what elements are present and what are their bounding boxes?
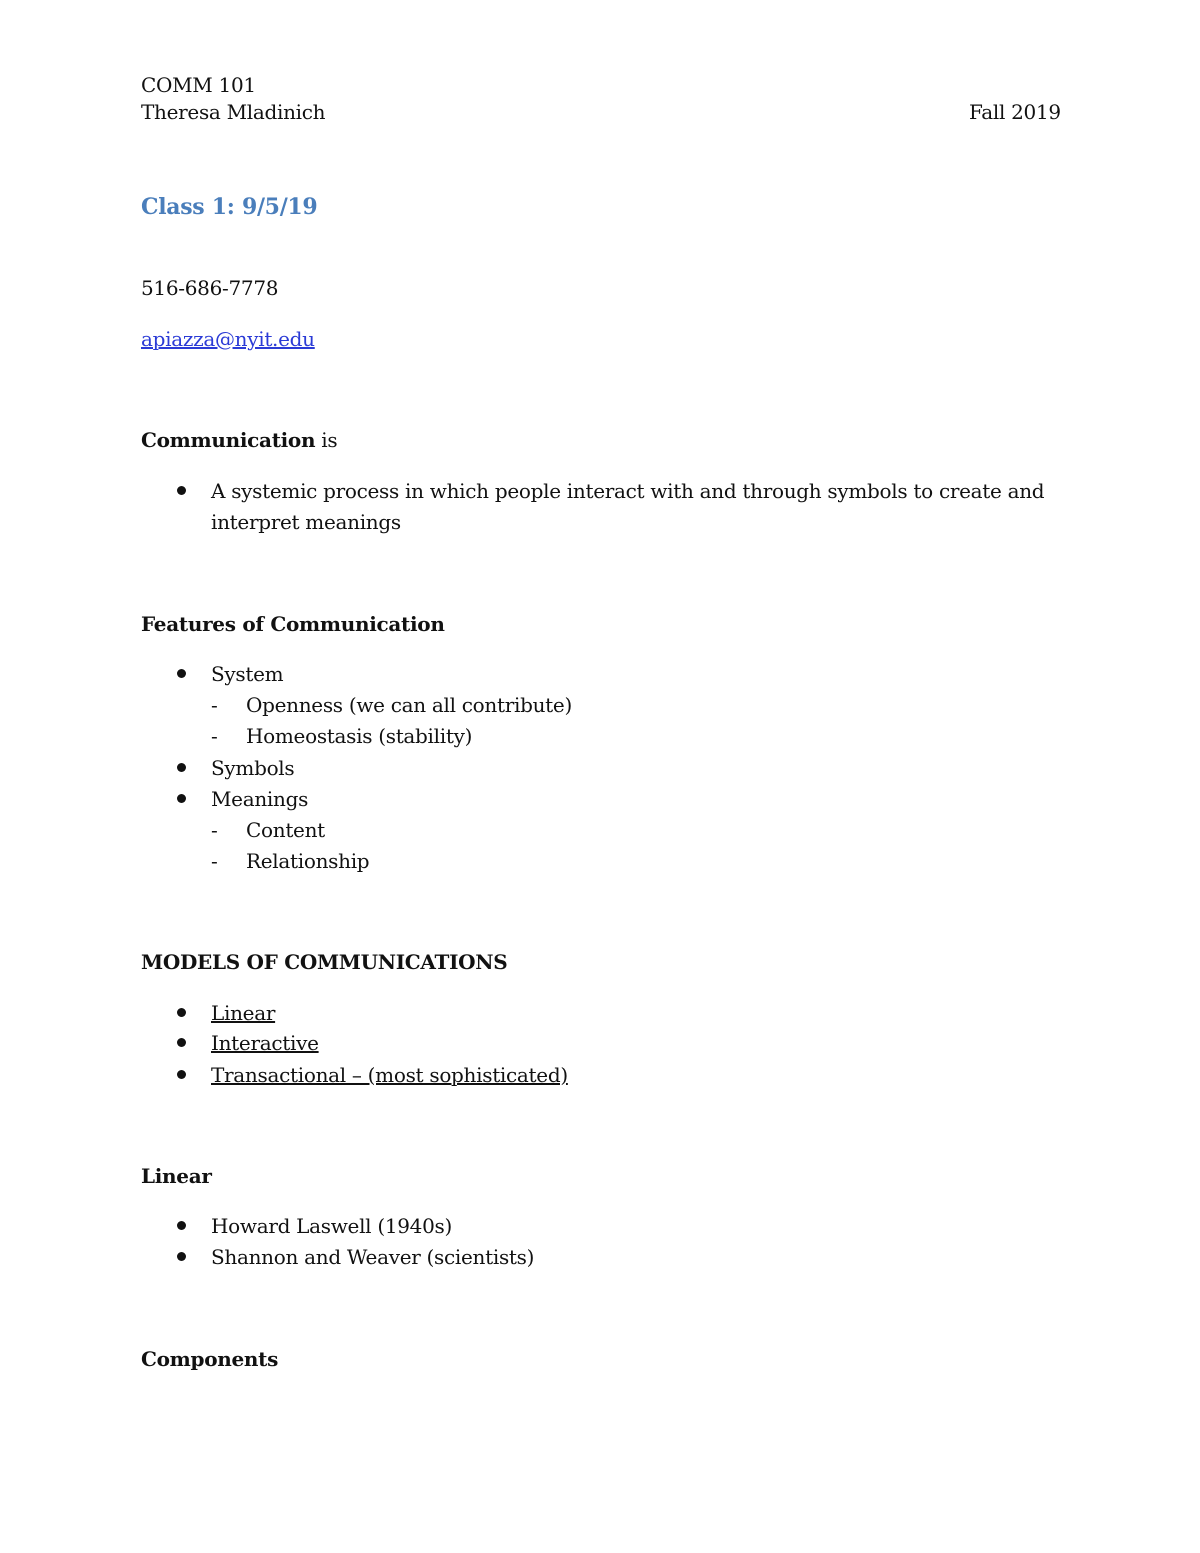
bullet-icon xyxy=(177,1008,186,1017)
dash-marker: - xyxy=(211,693,218,717)
linear-item-laswell: Howard Laswell (1940s) xyxy=(211,1214,452,1238)
model-linear: Linear xyxy=(211,1001,276,1025)
bullet-icon xyxy=(177,1070,186,1079)
dash-marker: - xyxy=(211,849,218,873)
definition-line-2: interpret meanings xyxy=(211,510,401,534)
dash-marker: - xyxy=(211,724,218,748)
components-heading: Components xyxy=(141,1347,279,1371)
bullet-icon xyxy=(177,794,186,803)
linear-item-shannon: Shannon and Weaver (scientists) xyxy=(211,1245,535,1269)
instructor-name: Theresa Mladinich xyxy=(141,100,326,124)
communication-heading xyxy=(141,428,337,452)
phone-number: 516-686-7778 xyxy=(141,276,279,300)
feature-openness: Openness (we can all contribute) xyxy=(246,693,572,717)
bullet-icon xyxy=(177,1038,186,1047)
linear-heading: Linear xyxy=(141,1164,212,1188)
class-heading: Class 1: 9/5/19 xyxy=(141,194,318,220)
model-interactive: Interactive xyxy=(211,1031,319,1055)
bullet-icon xyxy=(177,1252,186,1261)
bullet-icon xyxy=(177,763,186,772)
feature-relationship: Relationship xyxy=(246,849,370,873)
feature-meanings: Meanings xyxy=(211,787,309,811)
model-transactional: Transactional – (most sophisticated) xyxy=(211,1063,568,1087)
feature-system: System xyxy=(211,662,284,686)
course-code: COMM 101 xyxy=(141,73,256,97)
email-link[interactable]: apiazza@nyit.edu xyxy=(141,327,315,351)
models-heading: MODELS OF COMMUNICATIONS xyxy=(141,950,508,974)
feature-homeostasis: Homeostasis (stability) xyxy=(246,724,473,748)
term-label: Fall 2019 xyxy=(969,100,1061,124)
definition-line-1: A systemic process in which people interact with and through symbols to create and xyxy=(211,479,1045,503)
bullet-icon xyxy=(177,486,186,495)
bullet-icon xyxy=(177,669,186,678)
dash-marker: - xyxy=(211,818,218,842)
communication-term: Communication xyxy=(141,428,316,452)
features-heading: Features of Communication xyxy=(141,612,445,636)
communication-suffix: is xyxy=(315,428,338,452)
feature-symbols: Symbols xyxy=(211,756,295,780)
feature-content: Content xyxy=(246,818,325,842)
bullet-icon xyxy=(177,1221,186,1230)
